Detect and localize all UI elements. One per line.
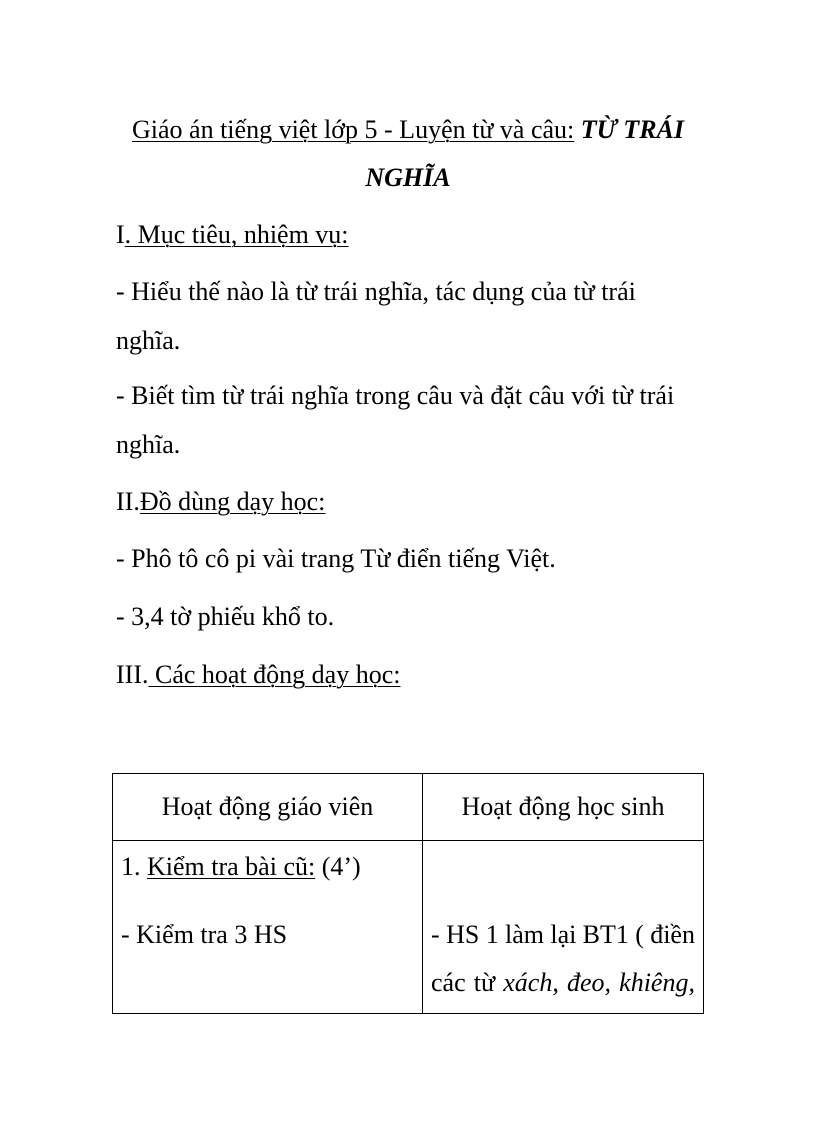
student-italic-word: xách, [503, 968, 559, 997]
section1-title: . Mục tiêu, nhiệm vụ: [124, 220, 349, 249]
header-student: Hoạt động học sinh [423, 774, 704, 841]
student-word: các [431, 968, 466, 997]
table-row [113, 841, 704, 1014]
document-title-line2 [0, 163, 816, 193]
activities-table [112, 773, 704, 1014]
section1-item1-line1: - Hiểu thế nào là từ trái nghĩa, tác dụng của từ trái [116, 277, 636, 306]
teacher-cell [113, 841, 423, 1014]
document-title-line1 [0, 115, 816, 145]
student-word: lại [550, 920, 577, 949]
teacher-item-title: Kiểm tra bài cũ: [147, 852, 316, 881]
student-italic-word: đeo, [566, 968, 612, 997]
student-line1 [431, 920, 695, 950]
title-emphasis-1: TỪ TRÁI [580, 115, 684, 144]
title-underlined: Giáo án tiếng việt lớp 5 - Luyện từ và câu: [132, 115, 575, 144]
section1-item2-line1: - Biết tìm từ trái nghĩa trong câu và đặt câu với từ trái [116, 381, 675, 410]
student-word: làm [505, 920, 545, 949]
student-italic-word: khiêng, [619, 968, 695, 997]
section3-heading [116, 660, 400, 690]
student-word: - HS [431, 920, 480, 949]
section2-heading [116, 487, 325, 517]
student-word: ( [635, 920, 644, 949]
teacher-task: - Kiểm tra 3 HS [121, 920, 288, 949]
section1-item1-line2: nghĩa. [116, 326, 181, 355]
header-teacher: Hoạt động giáo viên [113, 774, 423, 841]
teacher-item-time: (4’) [315, 852, 361, 881]
section2-title: Đồ dùng dạy học: [139, 487, 326, 516]
student-line2 [431, 968, 695, 998]
section1-roman: I [116, 220, 125, 249]
teacher-item-number: 1. [121, 852, 147, 881]
student-cell [423, 841, 704, 1014]
student-word: BT1 [582, 920, 629, 949]
student-word: 1 [485, 920, 499, 949]
table-header-row [113, 774, 704, 841]
section1-item2-line2: nghĩa. [116, 430, 181, 459]
teacher-item-heading [121, 852, 414, 882]
title-emphasis-2: NGHĨA [365, 163, 451, 192]
section3-roman: III. [116, 660, 149, 689]
section2-item1: - Phô tô cô pi vài trang Từ điển tiếng Việt. [116, 544, 556, 573]
section1-heading [116, 220, 349, 250]
section2-roman: II. [116, 487, 140, 516]
student-word: từ [473, 968, 496, 997]
section3-title: Các hoạt động dạy học: [148, 660, 401, 689]
student-word: điền [650, 920, 695, 949]
section2-item2: - 3,4 tờ phiếu khổ to. [116, 602, 335, 631]
